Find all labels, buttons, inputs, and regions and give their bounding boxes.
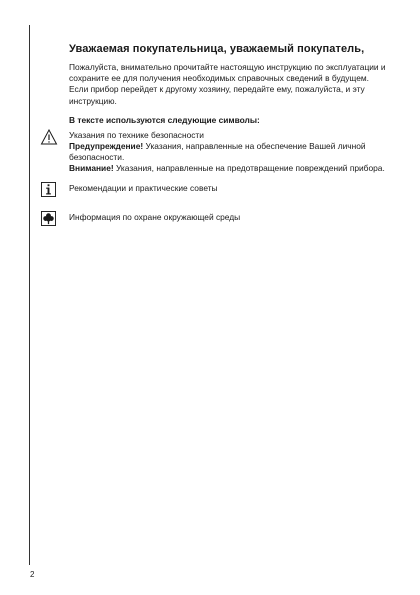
environment-text: Информация по охране окружающей среды [69,211,241,222]
warning-label: Предупреждение! [69,141,144,152]
intro-paragraph-1: Пожалуйста, внимательно прочитайте настоящую инструкцию по эксплуатации и сохраните ее для получения необходимых справочных сведений в будущем. [69,62,386,84]
page-number: 2 [30,570,35,579]
margin-rule [29,25,30,565]
warning-text: Указания, направленные на обеспечение Вашей личной безопасности. [69,141,366,163]
tips-text: Рекомендации и практические советы [69,182,218,193]
safety-symbol-row [69,130,389,175]
attention-label: Внимание! [69,163,114,174]
environment-symbol-row [69,212,389,223]
page-content [69,42,389,227]
warning-triangle-icon [40,129,58,145]
intro-paragraph-2: Если прибор перейдет к другому хозяину, передайте ему, пожалуйста, и эту инструкцию. [69,84,365,106]
info-icon [41,182,56,197]
safety-line: Указания по технике безопасности [69,129,204,140]
safety-text [69,130,389,175]
symbols-heading: В тексте используются следующие символы: [69,114,260,125]
environment-leaf-icon [41,211,56,226]
tips-symbol-row [69,183,389,194]
attention-text: Указания, направленные на предотвращение повреждений прибора. [113,163,385,174]
page-title: Уважаемая покупательница, уважаемый покупатель, [69,43,365,55]
